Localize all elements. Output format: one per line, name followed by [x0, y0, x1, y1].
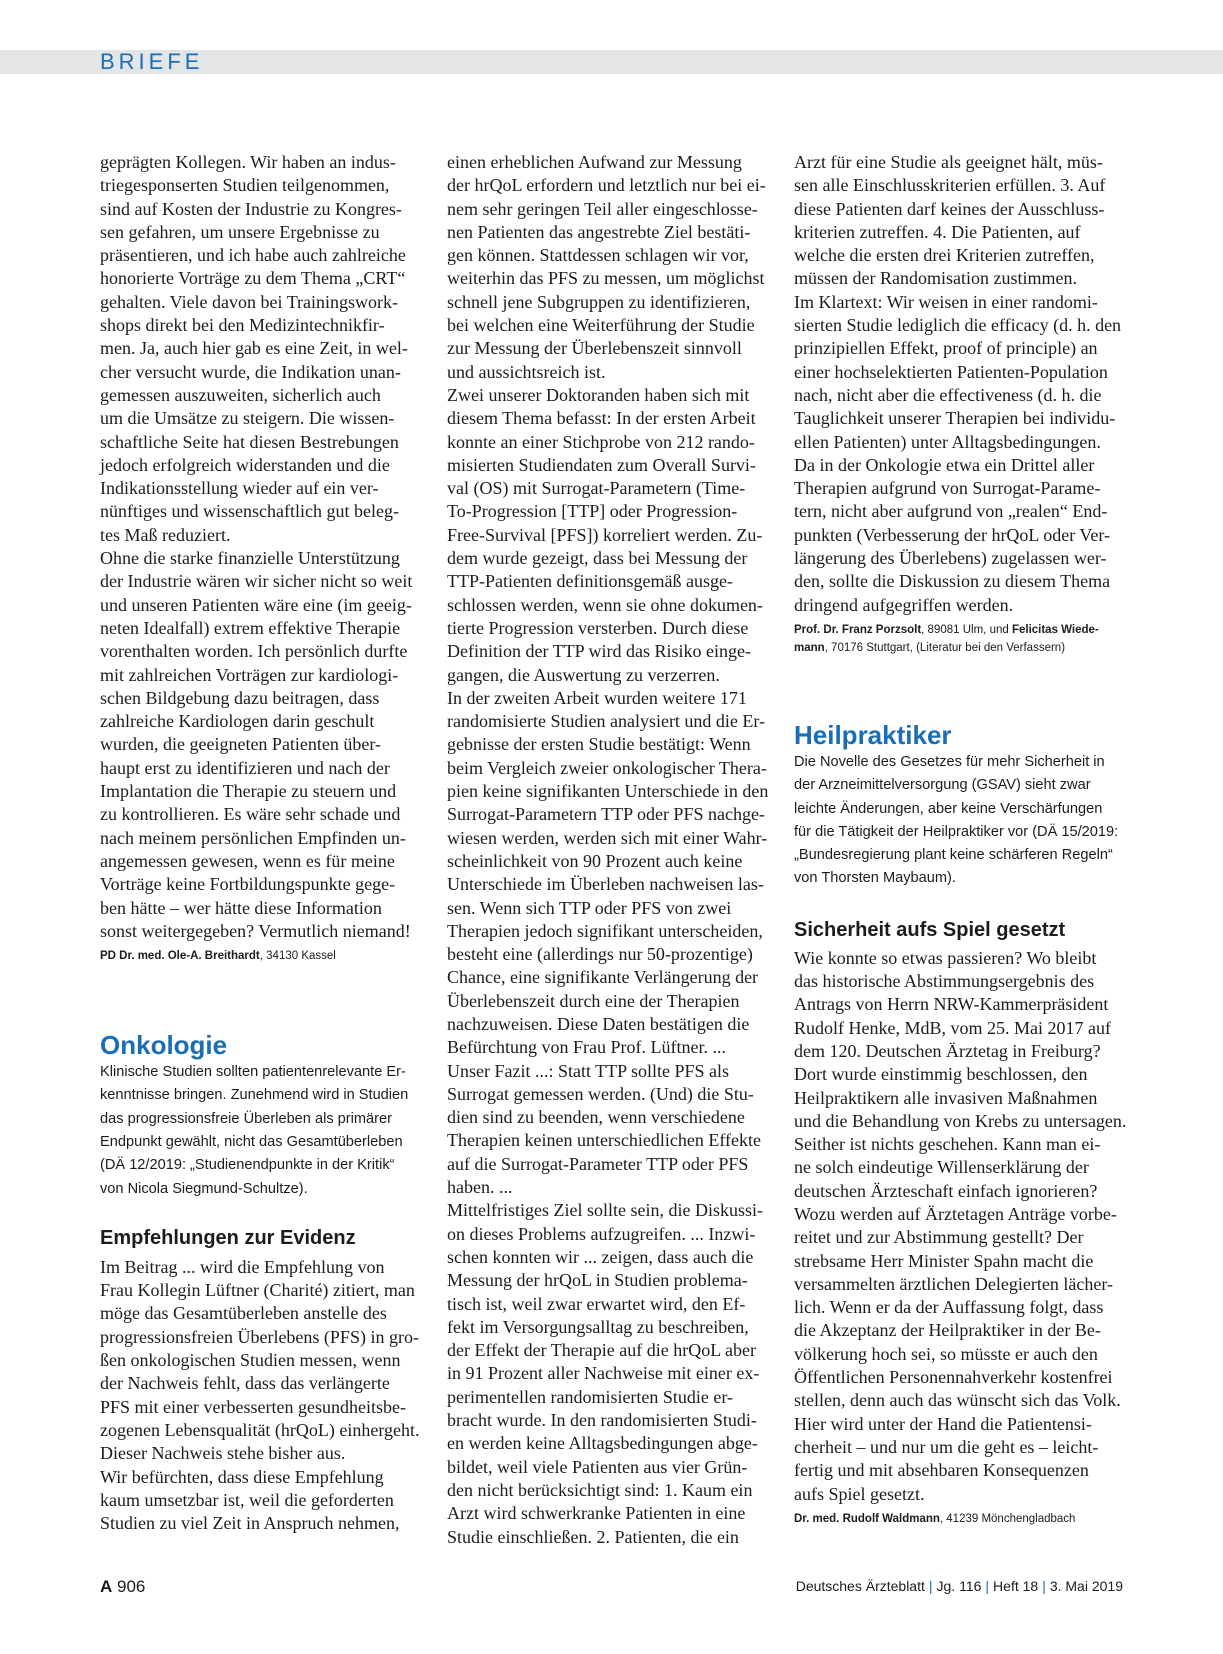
text-line: einer hochselektierten Patienten-Population — [794, 361, 1108, 382]
journal-issue: Heft 18 — [993, 1578, 1039, 1594]
text-line: pien keine signifikanten Unterschiede in den — [447, 781, 769, 802]
text-line: fekt im Versorgungsalltag zu beschreiben, — [447, 1316, 749, 1337]
text-line: nachzuweisen. Diese Daten bestätigen die — [447, 1013, 750, 1034]
text-line: Befürchtung von Frau Prof. Lüftner. ... — [447, 1037, 726, 1058]
text-line: on dieses Problems aufzugreifen. ... Inzwi- — [447, 1223, 756, 1244]
text-line: dem wurde gezeigt, dass bei Messung der — [447, 548, 748, 569]
text-line: gen können. Stattdessen schlagen wir vor, — [447, 245, 749, 266]
journal-citation — [796, 1578, 1123, 1594]
letter-sicherheit-body — [794, 947, 1125, 1506]
journal-name: Deutsches Ärzteblatt — [795, 1578, 925, 1594]
text-line: Messung der hrQoL in Studien problema- — [447, 1270, 748, 1291]
signature-name-waldmann: Dr. med. Rudolf Waldmann — [794, 1512, 940, 1525]
text-line: dien sind zu beenden, wenn verschiedene — [447, 1107, 745, 1128]
section-label: BRIEFE — [100, 49, 204, 74]
text-line: um die Umsätze zu steigern. Die wissen- — [100, 408, 395, 429]
text-line: progressionsfreien Überlebens (PFS) in gro- — [100, 1326, 419, 1347]
text-line: nem sehr geringen Teil aller eingeschlosse- — [447, 198, 758, 219]
text-line: kaum umsetzbar ist, weil die geforderten — [100, 1489, 394, 1510]
text-line: Arzt für eine Studie als geeignet hält, müs- — [794, 152, 1103, 172]
text-line: gebnisse der ersten Studie bestätigt: Wenn — [447, 734, 751, 755]
text-line: misierten Studiendaten zum Overall Survi- — [447, 454, 756, 475]
text-line: (DÄ 12/2019: „Studienendpunkte in der Kritik“ — [100, 1157, 395, 1174]
text-line: Dieser Nachweis stehe bisher aus. — [100, 1443, 346, 1464]
text-line: Die Novelle des Gesetzes für mehr Sicherheit in — [794, 753, 1105, 770]
text-line: bracht wurde. In den randomisierten Studi- — [447, 1410, 757, 1431]
text-line: präsentieren, und ich habe auch zahlreiche — [100, 245, 406, 266]
text-line: gangen, die Auswertung zu verzerren. — [447, 664, 720, 685]
text-line: der Nachweis fehlt, dass das verlängerte — [100, 1373, 390, 1394]
text-line: einen erheblichen Aufwand zur Messung — [447, 152, 742, 172]
text-line: besteht eine (allerdings nur 50-prozentige) — [447, 944, 753, 965]
text-line: zu kontrollieren. Es wäre sehr schade und — [100, 804, 401, 825]
text-line: ne solch eindeutige Willenserklärung der — [794, 1157, 1089, 1178]
signature-place-stuttgart: , 70176 Stuttgart, (Literatur bei den Verfassern) — [824, 641, 1066, 654]
text-line: Unterschiede im Überleben nachweisen las- — [447, 874, 764, 895]
text-line: jedoch erfolgreich widerstanden und die — [100, 454, 390, 475]
text-line: konnte an einer Stichprobe von 212 rando- — [447, 431, 755, 452]
text-line: von Thorsten Maybaum). — [794, 870, 956, 887]
page-number-value: 906 — [117, 1577, 146, 1596]
text-line: nen Patienten das angestrebte Ziel bestäti- — [447, 221, 751, 242]
text-line: leichte Änderungen, aber keine Verschärfungen — [794, 800, 1103, 817]
journal-date: 3. Mai 2019 — [1049, 1578, 1123, 1594]
text-line: Surrogat-Parametern TTP oder PFS nachge- — [447, 804, 765, 825]
text-line: fertig und mit absehbaren Konsequenzen — [794, 1460, 1089, 1481]
signature-name: PD Dr. med. Ole-A. Breithardt — [100, 950, 260, 963]
text-line: Therapien keinen unterschiedlichen Effekte — [447, 1130, 762, 1151]
lead-onkologie — [100, 1061, 427, 1201]
text-line: für die Tätigkeit der Heilpraktiker vor (DÄ 15/2019: — [794, 823, 1119, 840]
text-line: scheinlichkeit von 90 Prozent auch keine — [447, 850, 743, 871]
page-number — [100, 1577, 145, 1597]
text-line: punkten (Verbesserung der hrQoL oder Ver- — [794, 524, 1111, 545]
text-line: und unseren Patienten wäre eine (im geeig- — [100, 594, 412, 615]
column-1 — [100, 151, 427, 1535]
text-line: Mittelfristiges Ziel sollte sein, die Diskussi- — [447, 1200, 763, 1221]
text-line: shops direkt bei den Medizintechnikfir- — [100, 315, 385, 336]
text-line: weiterhin das PFS zu messen, um möglichst — [447, 268, 765, 289]
text-line: sen. Wenn sich TTP oder PFS von zwei — [447, 897, 732, 918]
text-line: dem 120. Deutschen Ärztetag in Freiburg? — [794, 1040, 1101, 1061]
text-line: Seither ist nichts geschehen. Kann man ei- — [794, 1134, 1101, 1155]
text-line: triegesponserten Studien teilgenommen, — [100, 175, 390, 196]
text-line: tisch ist, weil zwar erwartet wird, den Ef- — [447, 1293, 746, 1314]
text-line: Im Klartext: Wir weisen in einer randomi- — [794, 291, 1098, 312]
rubric-heilpraktiker: Heilpraktiker — [794, 719, 952, 750]
text-line: diese Patienten darf keines der Ausschluss- — [794, 198, 1105, 219]
text-line: Surrogat gemessen werden. (Und) die Stu- — [447, 1083, 754, 1104]
text-line: zahlreiche Kardiologen darin geschult — [100, 711, 375, 732]
text-line: den, sollte die Diskussion zu diesem Thema — [794, 571, 1111, 592]
letter-empfehlungen-end — [794, 151, 1125, 617]
text-line: bildet, weil viele Patienten aus vier Grün- — [447, 1456, 748, 1477]
separator: | — [928, 1578, 933, 1594]
text-line: zur Messung der Überlebenszeit sinnvoll — [447, 338, 742, 359]
text-line: sen alle Einschlusskriterien erfüllen. 3. Auf — [794, 175, 1106, 196]
text-line: sonst weitergegeben? Vermutlich niemand! — [100, 920, 411, 941]
text-line: diesem Thema befasst: In der ersten Arbeit — [447, 408, 756, 429]
text-line: Tauglichkeit unserer Therapien bei individu- — [794, 408, 1116, 429]
text-line: Ohne die starke finanzielle Unterstützung — [100, 548, 400, 569]
text-line: Therapien aufgrund von Surrogat-Parame- — [794, 478, 1101, 499]
text-line: honorierte Vorträge zu dem Thema „CRT“ — [100, 268, 406, 289]
text-line: auf die Surrogat-Parameter TTP oder PFS — [447, 1153, 749, 1174]
text-line: der Arzneimittelversorgung (GSAV) sieht zwar — [794, 777, 1091, 794]
journal-volume: Jg. 116 — [936, 1578, 982, 1594]
text-line: neten Idealfall) extrem effektive Therapie — [100, 617, 401, 638]
text-line: stellen, denn auch das wünscht sich das Volk. — [794, 1390, 1121, 1411]
text-line: Antrags von Herrn NRW-Kammerpräsident — [794, 994, 1109, 1015]
lead-heilpraktiker — [794, 751, 1125, 891]
text-line: Im Beitrag ... wird die Empfehlung von — [100, 1256, 385, 1277]
text-line: In der zweiten Arbeit wurden weitere 171 — [447, 687, 747, 708]
text-line: Da in der Onkologie etwa ein Drittel aller — [794, 454, 1095, 475]
text-line: Studien zu viel Zeit in Anspruch nehmen, — [100, 1513, 400, 1534]
text-line: schlossen werden, wenn sie ohne dokumen- — [447, 594, 763, 615]
text-line: Vorträge keine Fortbildungspunkte gege- — [100, 874, 396, 895]
text-line: Free-Survival [PFS]) korreliert werden. Zu- — [447, 524, 763, 545]
text-line: geprägten Kollegen. Wir haben an indus- — [100, 152, 396, 172]
text-line: tierte Progression versterben. Durch diese — [447, 617, 749, 638]
signature-name-porzsolt: Prof. Dr. Franz Porzsolt — [794, 623, 922, 636]
text-line: en werden keine Alltagsbedingungen abge- — [447, 1433, 758, 1454]
page-prefix: A — [100, 1577, 113, 1596]
column-3 — [794, 151, 1125, 1528]
text-line: Chance, eine signifikante Verlängerung der — [447, 967, 759, 988]
text-line: strebsame Herr Minister Spahn macht die — [794, 1250, 1094, 1271]
text-line: haben. ... — [447, 1177, 513, 1198]
text-line: TTP-Patienten definitionsgemäß ausge- — [447, 571, 733, 592]
text-line: Studie einschließen. 2. Patienten, die ein — [447, 1526, 739, 1547]
text-line: schaftliche Seite hat diesen Bestrebungen — [100, 431, 399, 452]
text-line: Wozu werden auf Ärztetagen Anträge vorbe- — [794, 1203, 1117, 1224]
text-line: Rudolf Henke, MdB, vom 25. Mai 2017 auf — [794, 1017, 1111, 1038]
text-line: müssen der Randomisation zustimmen. — [794, 268, 1077, 289]
text-line: schen konnten wir ... zeigen, dass auch die — [447, 1246, 754, 1267]
text-line: beim Vergleich zweier onkologischer Thera- — [447, 757, 767, 778]
text-line: prinzipiellen Effekt, proof of principle) an — [794, 338, 1098, 359]
text-line: Hier wird unter der Hand die Patientensi- — [794, 1413, 1092, 1434]
text-line: längerung des Überlebens) zugelassen wer- — [794, 548, 1107, 569]
text-line: Wie konnte so etwas passieren? Wo bleibt — [794, 947, 1097, 968]
text-line: von Nicola Siegmund-Schultze). — [100, 1180, 308, 1197]
text-line: tes Maß reduziert. — [100, 524, 231, 545]
text-line: kriterien zutreffen. 4. Die Patienten, auf — [794, 221, 1081, 242]
text-line: Indikationsstellung wieder auf ein ver- — [100, 478, 379, 499]
text-line: Öffentlichen Personennahverkehr kostenfrei — [794, 1367, 1113, 1388]
text-line: sind auf Kosten der Industrie zu Kongres- — [100, 198, 402, 219]
signature-name-wiedemann-cont: mann — [794, 641, 825, 654]
text-line: angemessen gewesen, wenn es für meine — [100, 850, 395, 871]
signature-waldmann — [794, 1510, 1125, 1528]
text-line: der Industrie wären wir sicher nicht so weit — [100, 571, 413, 592]
text-line: versammelten ärztlichen Delegierten lächer- — [794, 1273, 1113, 1294]
text-line: reitet und zur Abstimmung gestellt? Der — [794, 1227, 1084, 1248]
text-line: val (OS) mit Surrogat-Parametern (Time- — [447, 478, 746, 499]
text-line: die Akzeptanz der Heilpraktiker in der Be- — [794, 1320, 1101, 1341]
text-line: schen Bildgebung dazu beitragen, dass — [100, 687, 380, 708]
text-line: sierten Studie lediglich die efficacy (d. h. den — [794, 315, 1122, 336]
text-line: Definition der TTP wird das Risiko einge- — [447, 641, 751, 662]
text-line: haupt erst zu identifizieren und nach der — [100, 757, 390, 778]
text-line: Zwei unserer Doktoranden haben sich mit — [447, 384, 750, 405]
separator: | — [1042, 1578, 1046, 1594]
text-line: mit zahlreichen Vorträgen zur kardiologi- — [100, 664, 399, 685]
text-line: zogenen Lebensqualität (hrQoL) einhergeht. — [100, 1419, 420, 1440]
letter-empfehlungen-continued — [447, 151, 767, 1549]
text-line: der hrQoL erfordern und letztlich nur bei ei- — [447, 175, 766, 196]
letter-text-continued — [100, 151, 427, 943]
text-line: Wir befürchten, dass diese Empfehlung — [100, 1466, 384, 1487]
letter-empfehlungen-body — [100, 1256, 427, 1536]
text-line: ben hätte – wer hätte diese Information — [100, 897, 382, 918]
text-line: ellen Patienten) unter Alltagsbedingungen. — [794, 431, 1101, 452]
text-line: Klinische Studien sollten patientenrelevante Er- — [100, 1064, 406, 1081]
text-line: schnell jene Subgruppen zu identifizieren, — [447, 291, 751, 312]
text-line: sen gefahren, um unsere Ergebnisse zu — [100, 221, 380, 242]
text-line: nach, nicht aber die effectiveness (d. h. die — [794, 384, 1102, 405]
text-line: möge das Gesamtüberleben anstelle des — [100, 1303, 387, 1324]
text-line: To-Progression [TTP] oder Progression- — [447, 501, 738, 522]
text-line: perimentellen randomisierten Studie er- — [447, 1386, 734, 1407]
text-line: Endpunkt gewählt, nicht das Gesamtüberleben — [100, 1133, 403, 1150]
text-line: bei welchen eine Weiterführung der Studie — [447, 315, 755, 336]
column-2 — [447, 151, 767, 1549]
text-line: kenntnisse bringen. Zunehmend wird in Studien — [100, 1087, 409, 1104]
text-line: dringend aufgegriffen werden. — [794, 594, 1014, 615]
signature-porzsolt — [794, 621, 1125, 657]
signature-place-moenchengladbach: , 41239 Mönchengladbach — [939, 1512, 1076, 1525]
text-line: den nicht berücksichtigt sind: 1. Kaum ein — [447, 1479, 753, 1500]
text-line: Unser Fazit ...: Statt TTP sollte PFS als — [447, 1060, 730, 1081]
text-line: der Effekt der Therapie auf die hrQoL aber — [447, 1340, 757, 1361]
signature-place: , 34130 Kassel — [259, 950, 336, 963]
rubric-onkologie: Onkologie — [100, 1030, 228, 1061]
text-line: lich. Wenn er da der Auffassung folgt, dass — [794, 1297, 1104, 1318]
text-line: völkerung hoch sei, so müsste er auch den — [794, 1343, 1098, 1364]
text-line: gehalten. Viele davon bei Trainingswork- — [100, 291, 399, 312]
subhead-empfehlungen: Empfehlungen zur Evidenz — [100, 1226, 356, 1249]
text-line: gemessen auszuweiten, sicherlich auch — [100, 384, 381, 405]
subhead-sicherheit: Sicherheit aufs Spiel gesetzt — [794, 918, 1066, 941]
text-line: und aussichtsreich ist. — [447, 361, 606, 382]
text-line: welche die ersten drei Kriterien zutreffen, — [794, 245, 1095, 266]
signature-name-wiedemann: Felicitas Wiede- — [1011, 623, 1099, 636]
text-line: wurden, die geeigneten Patienten über- — [100, 734, 382, 755]
text-line: Implantation die Therapie zu steuern und — [100, 781, 397, 802]
text-line: nach meinem persönlichen Empfinden un- — [100, 827, 406, 848]
text-line: ßen onkologischen Studien messen, wenn — [100, 1350, 401, 1371]
text-line: PFS mit einer verbesserten gesundheitsbe- — [100, 1396, 406, 1417]
text-line: Arzt wird schwerkranke Patienten in eine — [447, 1503, 746, 1524]
text-line: Dort wurde einstimmig beschlossen, den — [794, 1064, 1088, 1085]
text-line: aufs Spiel gesetzt. — [794, 1483, 925, 1504]
text-line: men. Ja, auch hier gab es eine Zeit, in wel- — [100, 338, 408, 359]
text-line: cher versucht wurde, die Indikation unan- — [100, 361, 401, 382]
text-line: und die Behandlung von Krebs zu untersagen. — [794, 1110, 1127, 1131]
text-line: das historische Abstimmungsergebnis des — [794, 971, 1095, 992]
text-line: Therapien jedoch signifikant unterscheiden, — [447, 920, 763, 941]
text-line: tern, nicht aber aufgrund von „realen“ End- — [794, 501, 1108, 522]
text-line: in 91 Prozent aller Nachweise mit einer ex- — [447, 1363, 760, 1384]
text-line: nünftiges und wissenschaftlich gut beleg- — [100, 501, 399, 522]
text-line: Überlebenszeit durch eine der Therapien — [447, 990, 740, 1011]
text-line: das progressionsfreie Überleben als primärer — [100, 1110, 393, 1127]
text-line: wiesen werden, werden sich mit einer Wahr- — [447, 827, 768, 848]
text-line: „Bundesregierung plant keine schärferen Regeln“ — [794, 847, 1113, 864]
text-line: cherheit – und nur um die geht es – leicht- — [794, 1436, 1099, 1457]
text-line: Heilpraktikern alle invasiven Maßnahmen — [794, 1087, 1098, 1108]
text-line: vorenthalten worden. Ich persönlich durfte — [100, 641, 408, 662]
signature-connector: , 89081 Ulm, und — [921, 623, 1012, 636]
signature-breithardt — [100, 947, 427, 965]
text-line: randomisierte Studien analysiert und die Er- — [447, 711, 766, 732]
text-line: deutschen Ärzteschaft einfach ignorieren? — [794, 1180, 1098, 1201]
separator: | — [985, 1578, 990, 1594]
text-line: Frau Kollegin Lüftner (Charité) zitiert, man — [100, 1280, 415, 1301]
